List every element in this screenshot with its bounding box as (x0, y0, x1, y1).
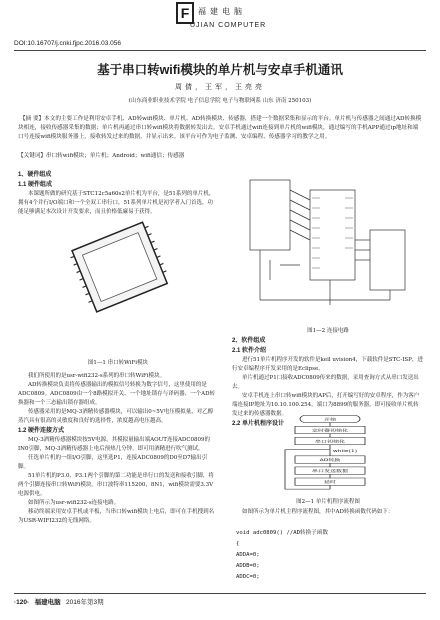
paragraph: 传感器采用的是MQ-3酒精传感器模块，可以输出0~5V电压模拟量，对乙醇蒸汽具有很高的灵敏度和良好的选择性，浓度越高电压越高。 (18, 409, 214, 424)
journal-title-cn: 福建电脑 (198, 7, 246, 16)
code-line: ADDC=0; (236, 574, 260, 580)
section-heading: 2、软件组成 (232, 338, 266, 344)
footer-journal: 福建电脑 (34, 599, 61, 606)
flow-loop: while(1) (332, 449, 358, 454)
paragraph: 51单片机的P3.0、P3.1两个引脚的第二功能是串行口的发送和接收引脚，将两个引脚连接串口转WiFi模块。串口波特率115200，8N1，wifi模块需要3.3V电源供电。 (18, 473, 214, 497)
left-column-bottom (18, 372, 218, 526)
doi: DOI:10.16707/j.cnki.fjpc.2016.03.056 (14, 40, 121, 47)
figure-2-caption: 图1—2 连接电路 (307, 328, 349, 334)
header-rule (14, 50, 426, 51)
paragraph: 任选单片机的一组I/O引脚，这里选P1，连接ADC0809的D0至D7输出引脚。 (18, 455, 208, 470)
authors: 周倩，王军，王亮亮 (175, 83, 265, 91)
footer-issue: 2016年第3期 (66, 599, 104, 606)
paragraph: 本课题所做的研究基于STC12c5a60s2单片机为平台，是51系列的单片机，拥有4个并行I/O端口和一个全双工串行口，51系列单片机是初学者入门首选，功能足够满足本次设计开发要求，而且价格低廉易于获得。 (18, 191, 215, 215)
paragraph: 如图所示为单片机主程序流程图，其中AD转换函数代码如下： (242, 509, 394, 515)
figure-1-caption: 图1—1 串口转WiFi模块 (87, 360, 149, 366)
flow-start: 开始 (324, 417, 336, 422)
section-heading: 1、硬件组成 (18, 172, 52, 178)
paragraph: MQ-3酒精传感器模块按5V电源，其模拟量输出端AOUT连接ADC0809的IN0引脚，MQ-3酒精传感器上电后预热几分钟，即可用酒精进行吹气测试。 (18, 437, 211, 452)
paragraph: 进行51单片机程序开发的软件是keil uvision4，下载软件是STC-ISP，进行安卓编程序开发采用的是Eclipse。 (232, 357, 423, 372)
flow-timer-init: 定时器初始化 (312, 428, 348, 434)
circuit-diagram (240, 170, 415, 320)
paragraph: 安卓手机连上串口转wifi模块的AP后，打开编写好的安卓程序，作为客户端连接IP地址为10.10.100.254，端口为8899的服务器，即可接收单片机转发过来的传感器数据。 (232, 393, 420, 417)
flow-adc: AD转换 (319, 458, 341, 463)
keywords: 【关键词】串口转wifi模块；单片机；Android；wifi通信；传感器 (18, 153, 185, 159)
paragraph: 单片机通过P1口接收ADC0809传来的数据，采用查询方式从串口发送出去。 (232, 375, 419, 390)
footer (14, 597, 104, 606)
paragraph: 我们所使用的是usr-wifi232-s系列的串口转WiFi模块。 (28, 373, 166, 379)
flow-send: 串口发送数据 (312, 469, 348, 474)
subsection-heading: 2.2 单片机程序设计 (232, 421, 285, 427)
left-column-top (18, 170, 218, 215)
subsection-heading: 1.2 硬件连接方式 (18, 428, 65, 434)
flow-delay: 延时 (324, 480, 336, 485)
code-line: ADDA=0; (236, 552, 260, 558)
abstract: 【摘 要】本文的主要工作是利用安卓手机、AD转wifi模块、单片机、AD转换模块、传感器，搭建一个数据采集和显示的平台。单片机与传感器之间通过AD转换模块相连，接收传感器采集的数据；单片机再通过串口转wifi模块将数据转发出去。安卓手机通过wifi连接到单片机的wifi模块，通过编写的手机APP通过ip地址和端口号连接wifi模块服务器上，接收转发过来的数据，并显示出来。该平台可作为电子监测、安卓编程、传感器学习的教学之用。 (18, 116, 422, 141)
paragraph: 移动终端采用安卓手机或平板，当串口转wifi模块上电后，即可在手机搜到名为USR-WIFI232的无线网络。 (18, 509, 215, 524)
journal-logo-letter: F (176, 2, 194, 24)
paper-title: 基于串口转wifi模块的单片机与安卓手机通讯 (97, 63, 343, 77)
footer-rule (14, 593, 426, 594)
wifi-module-image (60, 208, 180, 328)
paragraph: AD转换模块负责将传感器输出的模拟信号转换为数字信号，这里使用的是ADC0809。ADC0809由一个8路模拟开关、一个地址锁存与译码器、一个AD转换器和一个三态输出锁存器组成。 (18, 382, 216, 406)
page-number: ·120· (14, 599, 30, 606)
journal-title-en: UJIAN COMPUTER (190, 22, 267, 29)
paragraph: 如图所示为usr-wifi232-s连接电路。 (28, 500, 120, 506)
code-line: void adc0809() //AD转换子函数 (236, 530, 328, 536)
code-line: ADDB=0; (236, 563, 260, 569)
subsection-heading: 2.1 软件介绍 (232, 348, 267, 354)
flow-serial-init: 串口初始化 (315, 439, 345, 445)
figure-3-caption: 图2—1 单片机程序流程图 (296, 499, 360, 505)
program-flowchart (270, 414, 390, 494)
code-block (236, 528, 328, 583)
code-line: { (236, 541, 240, 547)
affiliation: (山东商业职业技术学院 电子信息学院 电子与物联网系 山东 济南 250103) (128, 98, 312, 104)
subsection-heading: 1.1 硬件组成 (18, 182, 53, 188)
